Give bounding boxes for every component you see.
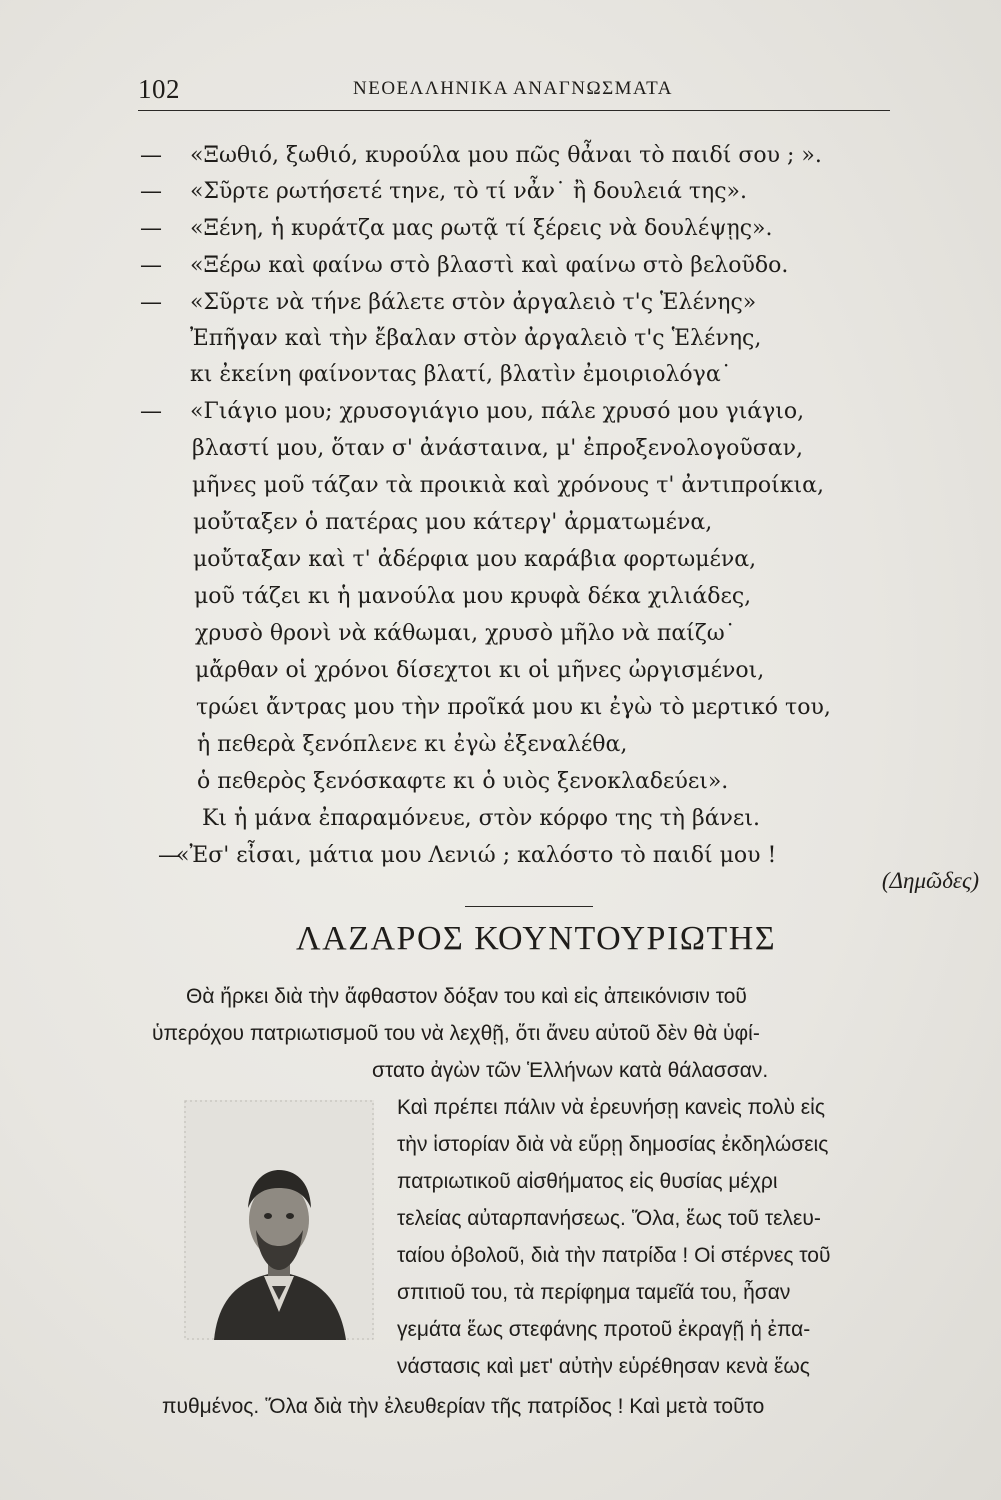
poem-attribution: (Δημῶδες): [881, 868, 979, 893]
poem-line: — «Ξέρω καὶ φαίνω στὸ βλαστὶ καὶ φαίνω στὸ βελοῦδο.: [140, 253, 789, 278]
poem-line: τρώει ἄντρας μου τὴν προῖκά μου κι ἐγὼ τὸ μερτικό του,: [196, 695, 831, 720]
poem-line: μῆνες μοῦ τάζαν τὰ προικιὰ καὶ χρόνους τ' ἀντιπροίκια,: [192, 473, 824, 498]
essay-line: ὑπερόχου πατριωτισμοῦ του νὰ λεχθῇ, ὅτι ἄνευ αὐτοῦ δὲν θὰ ὑφί-: [152, 1022, 760, 1045]
essay-line: πυθμένος. Ὅλα διὰ τὴν ἐλευθερίαν τῆς πατρίδος ! Καὶ μετὰ τοῦτο: [162, 1395, 765, 1418]
poem-line: κι ἐκείνη φαίνοντας βλατί, βλατὶν ἐμοιριολόγα˙: [190, 362, 732, 387]
essay-line: Θὰ ἤρκει διὰ τὴν ἄφθαστον δόξαν του καὶ εἰς ἀπεικόνισιν τοῦ: [186, 985, 747, 1008]
poem-line: — «Ἐσ' εἶσαι, μάτια μου Λενιώ ; καλόστο τὸ παιδί μου !: [158, 843, 777, 868]
portrait-engraving: [184, 1100, 374, 1340]
essay-line: τελείας αὐταρπανήσεως. Ὅλα, ἕως τοῦ τελευ-: [397, 1207, 821, 1230]
essay-line: πατριωτικοῦ αἰσθήματος εἰς θυσίας μέχρι: [397, 1170, 778, 1193]
poem-line: μοὔταξαν καὶ τ' ἀδέρφια μου καράβια φορτωμένα,: [193, 547, 757, 572]
poem-line: ὁ πεθερὸς ξενόσκαφτε κι ὁ υιὸς ξενοκλαδεύει».: [197, 769, 729, 794]
poem-line: Κι ἡ μάνα ἐπαραμόνευε, στὸν κόρφο της τὴ βάνει.: [202, 806, 760, 831]
poem-line: ἡ πεθερὰ ξενόπλενε κι ἐγὼ ἐξεναλέθα,: [197, 732, 628, 757]
poem-line: μοῦ τάζει κι ἡ μανούλα μου κρυφὰ δέκα χιλιάδες,: [194, 584, 752, 609]
essay-title: ΛΑΖΑΡΟΣ ΚΟΥΝΤΟΥΡΙΩΤΗΣ: [296, 920, 777, 957]
poem-line: — «Σῦρτε ρωτήσετέ τηνε, τὸ τί νἆν˙ ἢ δουλειά της».: [140, 179, 747, 204]
poem-line: μοὔταξεν ὁ πατέρας μου κάτεργ' ἀρματωμένα,: [193, 510, 713, 535]
essay-line: τὴν ἱστορίαν διὰ νὰ εὕρῃ δημοσίας ἐκδηλώσεις: [397, 1133, 829, 1156]
running-title: ΝΕΟΕΛΛΗΝΙΚΑ ΑΝΑΓΝΩΣΜΑΤΑ: [353, 78, 673, 99]
essay-line: ταίου ὀβολοῦ, διὰ τὴν πατρίδα ! Οἱ στέρνες τοῦ: [397, 1244, 831, 1267]
essay-line: νάστασις καὶ μετ' αὐτὴν εὑρέθησαν κενὰ ἕως: [397, 1355, 810, 1378]
essay-line: Καὶ πρέπει πάλιν νὰ ἐρευνήσῃ κανεὶς πολὺ εἰς: [397, 1096, 825, 1119]
poem-line: — «Ξωθιό, ξωθιό, κυρούλα μου πῶς θἆναι τὸ παιδί σου ; ».: [140, 143, 822, 168]
poem-line: βλαστί μου, ὅταν σ' ἀνάσταινα, μ' ἐπροξενολογοῦσαν,: [192, 436, 804, 461]
portrait-image: [184, 1100, 374, 1340]
essay-line: γεμάτα ἕως στεφάνης προτοῦ ἐκραγῇ ἡ ἐπα-: [397, 1318, 811, 1341]
poem-line: μἄρθαν οἱ χρόνοι δίσεχτοι κι οἱ μῆνες ὠργισμένοι,: [195, 658, 765, 683]
page-number: 102: [138, 74, 180, 104]
essay-line: στατο ἀγὼν τῶν Ἑλλήνων κατὰ θάλασσαν.: [372, 1059, 769, 1082]
poem-line: χρυσὸ θρονὶ νὰ κάθωμαι, χρυσὸ μῆλο νὰ παίζω˙: [195, 621, 736, 646]
poem-line: Ἐπῆγαν καὶ τὴν ἔβαλαν στὸν ἀργαλειὸ τ'ς Ἑλένης,: [190, 326, 762, 351]
poem-line: — «Σῦρτε νὰ τήνε βάλετε στὸν ἀργαλειὸ τ'ς Ἑλένης»: [140, 290, 757, 315]
poem-line: — «Γιάγιο μου; χρυσογιάγιο μου, πάλε χρυσό μου γιάγιο,: [140, 399, 805, 424]
essay-line: σπιτιοῦ του, τὰ περίφημα ταμεῖά του, ἦσαν: [397, 1281, 791, 1304]
poem-line: — «Ξένη, ἡ κυράτζα μας ρωτᾷ τί ξέρεις νὰ δουλέψῃς».: [140, 216, 773, 241]
